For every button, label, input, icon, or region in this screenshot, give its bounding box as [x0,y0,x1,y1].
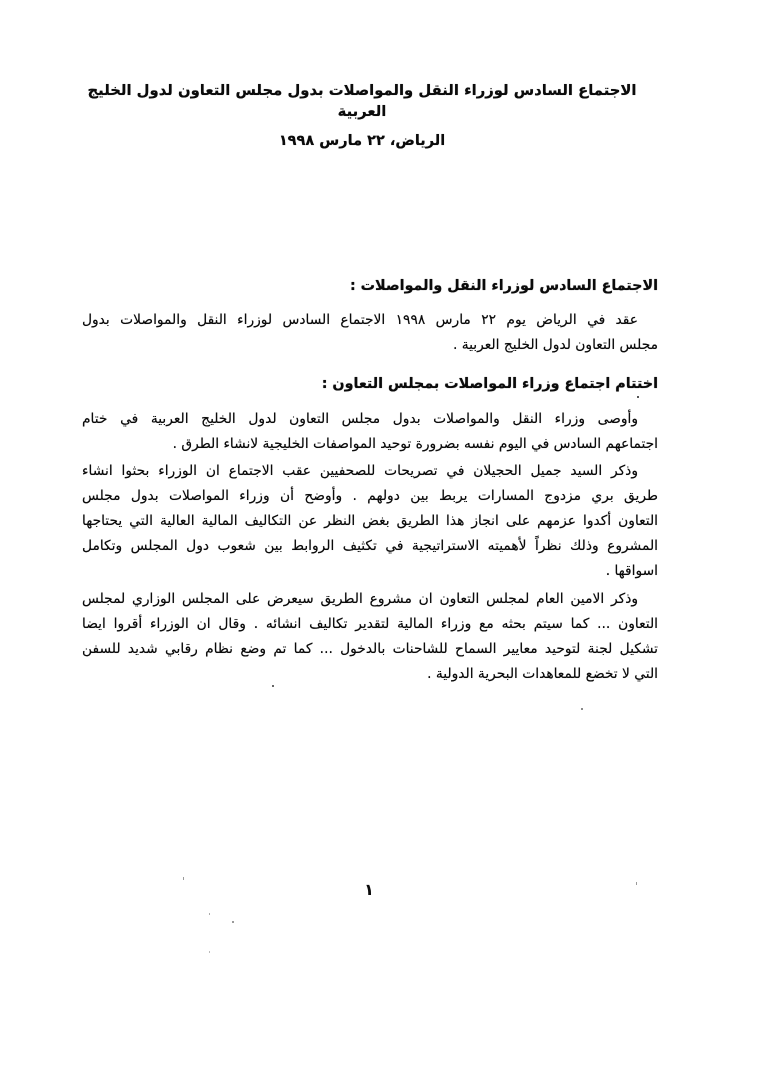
scan-speck [232,921,234,923]
scan-speck [581,708,583,710]
section-2-heading: اختتام اجتماع وزراء المواصلات بمجلس التعاون : [321,376,658,392]
text-line: المشروع وذلك نظراً لأهميته الاستراتيجية في تكثيف الروابط بين شعوب دول المجلس وتكامل [82,538,658,554]
text-line: التعاون ... كما سيتم بحثه مع وزراء المالية لتقدير تكاليف انشائه . وقال ان الوزراء أقروا ايضا [82,616,658,632]
paragraph-3 [82,459,658,584]
paragraph-4 [82,587,658,687]
text-line: عقد في الرياض يوم ٢٢ مارس ١٩٩٨ الاجتماع السادس لوزراء النقل والمواصلات بدول [82,312,639,328]
text-line: طريق بري مزدوج المسارات يربط بين دولهم . وأوضح أن وزراء المواصلات بدول مجلس [82,488,658,504]
scan-speck [637,396,639,398]
document-header [66,80,658,149]
text-line: تشكيل لجنة لتوحيد معايير السماح للشاحنات بالدخول ... كما تم وضع نظام رقابي شديد للسفن [82,641,658,657]
text-line: التي لا تخضع للمعاهدات البحرية الدولية . [427,666,658,682]
scan-speck [636,882,637,885]
text-line: وذكر الامين العام لمجلس التعاون ان مشروع الطريق سيعرض على المجلس الوزاري لمجلس [82,591,638,607]
text-line: وذكر السيد جميل الحجيلان في تصريحات للصحفيين عقب الاجتماع ان الوزراء بحثوا انشاء [82,463,638,479]
section-1-heading: الاجتماع السادس لوزراء النقل والمواصلات : [349,278,658,294]
text-line: مجلس التعاون لدول الخليج العربية . [452,337,658,353]
text-line: اجتماعهم السادس في اليوم نفسه بضرورة توحيد المواصفات الخليجية لانشاء الطرق . [172,436,658,452]
text-line: وأوصى وزراء النقل والمواصلات بدول مجلس التعاون لدول الخليج العربية في ختام [82,411,638,427]
text-line: اسواقها . [605,563,658,579]
text-line: التعاون أكدوا عزمهم على انجاز هذا الطريق بغض النظر عن التكاليف المالية العالية التي يحتاجها [82,513,658,529]
scan-speck [183,877,184,880]
scan-speck [209,913,210,915]
scan-speck [272,685,274,687]
page-number: ١ [364,880,374,899]
paragraph-1 [82,308,658,358]
scan-speck [209,951,210,953]
document-title: الاجتماع السادس لوزراء النقل والمواصلات بدول مجلس التعاون لدول الخليج العربية [87,82,637,120]
document-body [82,276,658,687]
document-date-line: الرياض، ٢٢ مارس ١٩٩٨ [278,133,446,149]
paragraph-2 [82,407,658,457]
